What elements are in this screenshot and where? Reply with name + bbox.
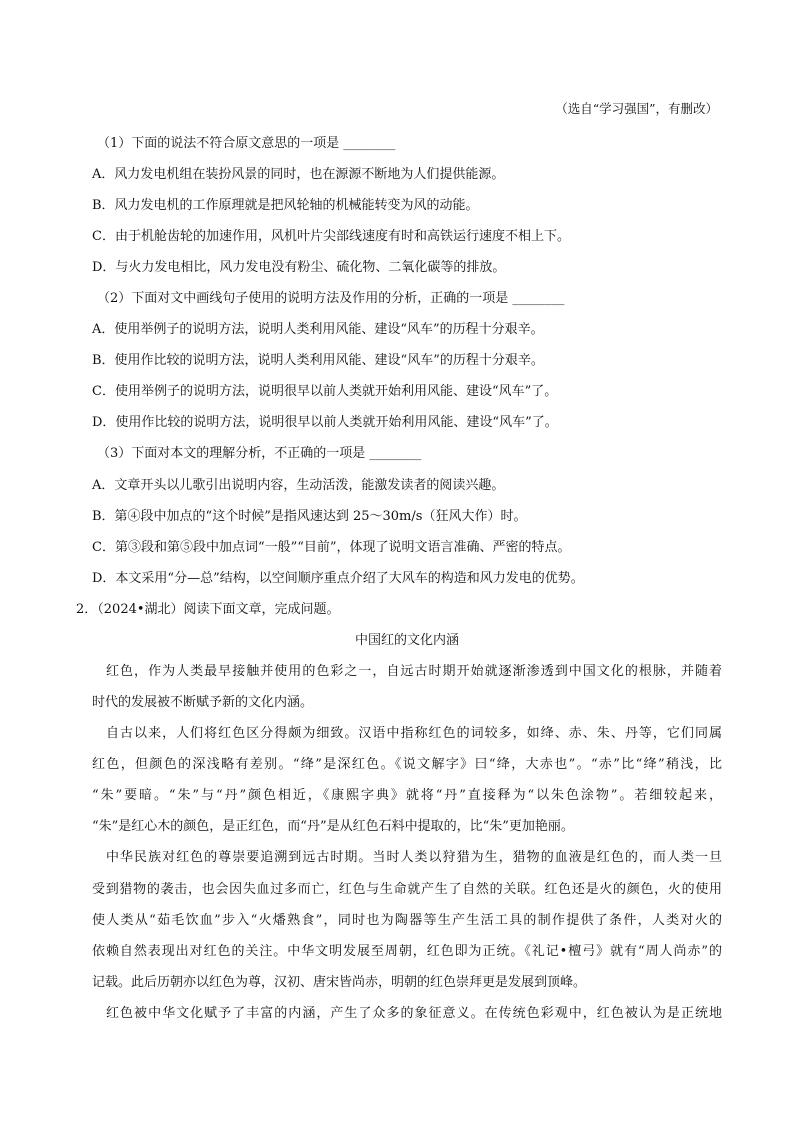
paragraph-line: 记载。此后历朝亦以红色为尊，汉初、唐宋皆尚赤，明朝的红色崇拜更是发展到顶峰。: [92, 975, 587, 990]
question-3-stem: （3）下面对本文的理解分析，不正确的一项是 ________: [97, 446, 422, 461]
question-2-option-d: D．使用作比较的说明方法，说明很早以前人类就开始利用风能、建设“风车”了。: [92, 415, 558, 430]
paragraph-line: 红色，但颜色的深浅略有差别。“绛”是深红色。《说文解字》曰“绛，大赤也”。“赤”比“绛”稍浅，比: [92, 757, 722, 772]
paragraph-line: 红色被中华文化赋予了丰富的内涵，产生了众多的象征意义。在传统色彩观中，红色被认为是正统地: [106, 1006, 722, 1021]
paragraph-line: 依赖自然表现出对红色的关注。中华文明发展至周朝，红色即为正统。《礼记•檀弓》就有“周人尚赤”的: [92, 944, 722, 959]
article-title: 中国红的文化内涵: [354, 633, 459, 648]
question-2-option-c: C．使用举例子的说明方法，说明很早以前人类就开始利用风能、建设“风车”了。: [92, 384, 558, 399]
question-3-option-c: C．第③段和第⑤段中加点词“一般”“目前”，体现了说明文语言准确、严密的特点。: [92, 540, 571, 555]
question-2-stem: （2）下面对文中画线句子使用的说明方法及作用的分析，正确的一项是 ________: [97, 291, 565, 306]
question-3-option-d: D．本文采用“分—总”结构，以空间顺序重点介绍了大风车的构造和风力发电的优势。: [92, 571, 584, 586]
question-1-option-b: B．风力发电机的工作原理就是把风轮轴的机械能转变为风的动能。: [92, 198, 479, 213]
paragraph-line: 红色，作为人类最早接触并使用的色彩之一，自远古时期开始就逐渐渗透到中国文化的根脉，并随着: [106, 664, 722, 679]
paragraph-line: 使人类从“茹毛饮血”步入“火燔熟食”，同时也为陶器等生产生活工具的制作提供了条件，人类对火的: [92, 913, 722, 928]
source-note: （选自“学习强国”，有删改）: [555, 101, 718, 116]
question-3-option-a: A．文章开头以儿歌引出说明内容，生动活泼，能激发读者的阅读兴趣。: [92, 478, 505, 493]
paragraph-line: 中华民族对红色的尊崇要追溯到远古时期。当时人类以狩猎为生，猎物的血液是红色的，而人类一旦: [106, 850, 722, 865]
paragraph-line: 自古以来，人们将红色区分得颇为细致。汉语中指称红色的词较多，如绛、赤、朱、丹等，它们同属: [106, 726, 722, 741]
paragraph-line: 受到猎物的袭击，也会因失血过多而亡，红色与生命就产生了自然的关联。红色还是火的颜色，火的使用: [92, 882, 722, 897]
question-heading: 2．（2024•湖北）阅读下面文章，完成问题。: [76, 602, 340, 617]
paragraph-line: “朱”要暗。“朱”与“丹”颜色相近，《康熙字典》就将“丹”直接释为“以朱色涂物”。若细较起来，: [92, 788, 722, 803]
question-1-option-c: C．由于机舱齿轮的加速作用，风机叶片尖部线速度有时和高铁运行速度不相上下。: [92, 229, 570, 244]
question-1-stem: （1）下面的说法不符合原文意思的一项是 ________: [97, 136, 396, 151]
question-3-option-b: B．第④段中加点的“这个时候”是指风速达到 25～30m/s（狂风大作）时。: [92, 509, 527, 524]
paragraph-line: 时代的发展被不断赋予新的文化内涵。: [92, 695, 314, 710]
paragraph-line: “朱”是红心木的颜色，是正红色，而“丹”是从红色石料中提取的，比“朱”更加艳丽。: [92, 819, 574, 834]
question-2-option-b: B．使用作比较的说明方法，说明人类利用风能、建设“风车”的历程十分艰辛。: [92, 353, 544, 368]
question-2-option-a: A．使用举例子的说明方法，说明人类利用风能、建设“风车”的历程十分艰辛。: [92, 322, 544, 337]
question-1-option-a: A．风力发电机组在装扮风景的同时，也在源源不断地为人们提供能源。: [92, 167, 505, 182]
question-1-option-d: D．与火力发电相比，风力发电没有粉尘、硫化物、二氧化碳等的排放。: [92, 260, 506, 275]
